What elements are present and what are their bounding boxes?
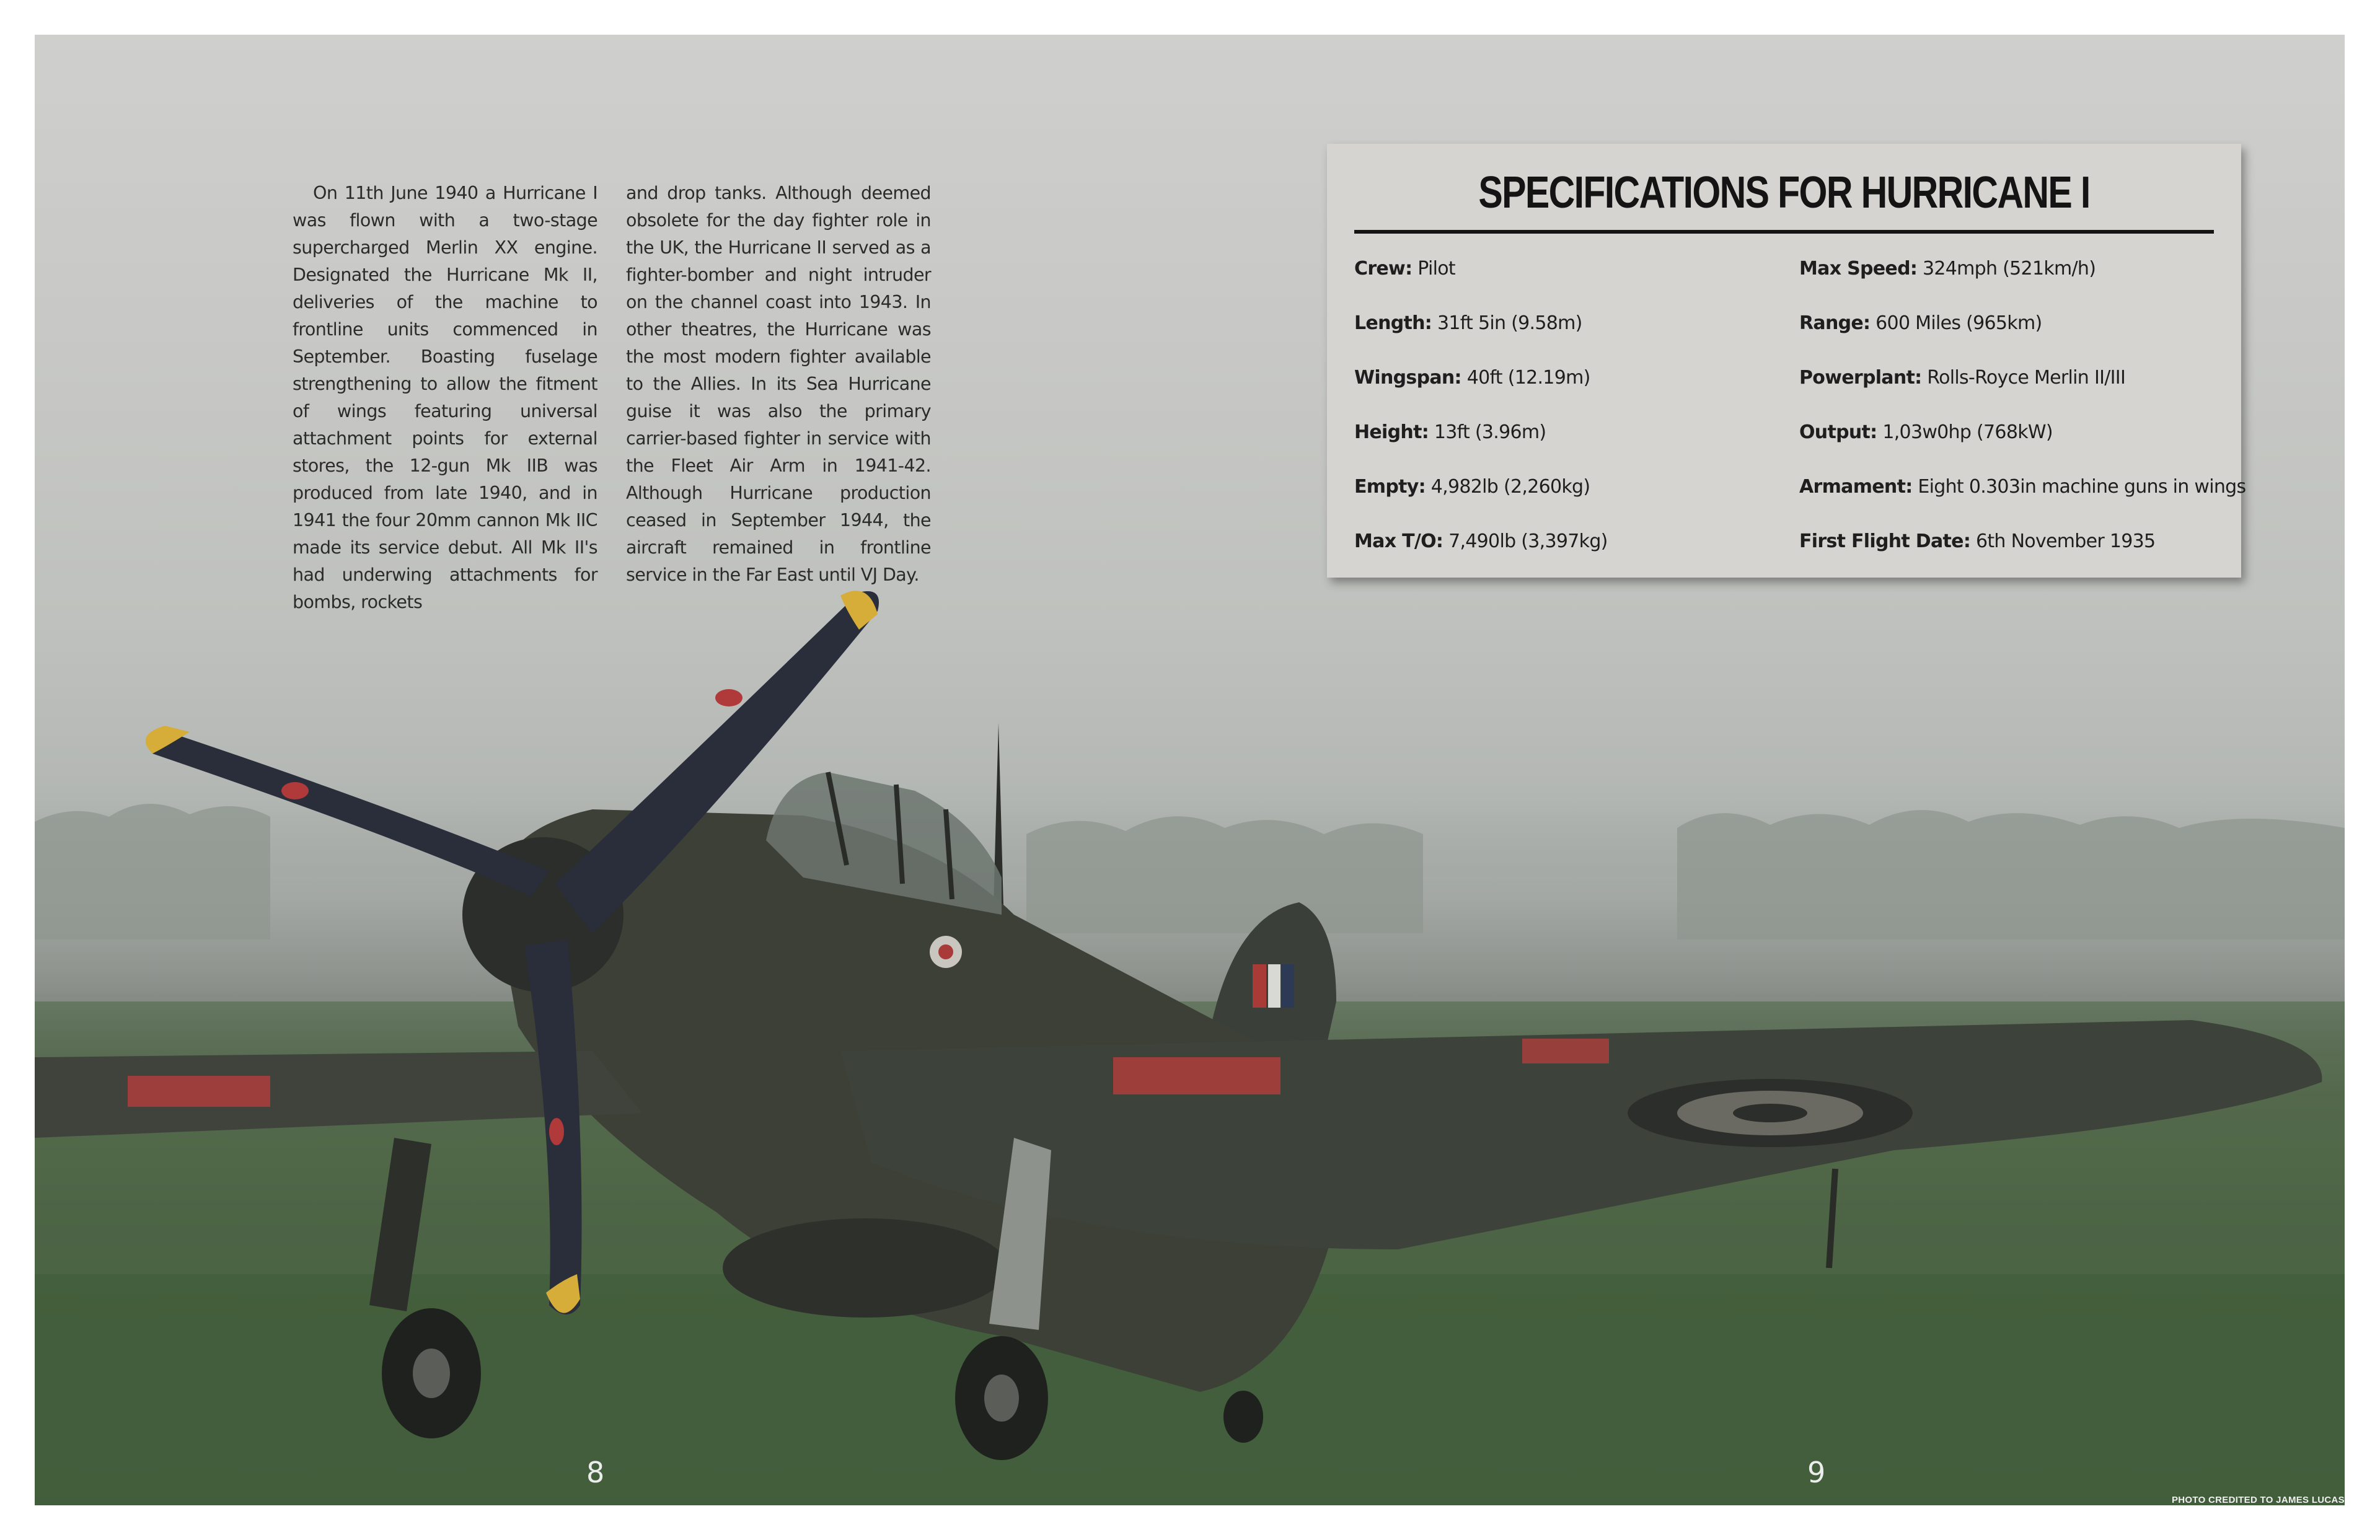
specifications-box [1327,144,2246,578]
spec-wingspan [1354,364,1776,419]
spec-label: Wingspan: [1354,367,1461,389]
spec-value: 13ft (3.96m) [1434,421,1546,443]
tail-wheel [1223,1391,1263,1443]
spec-value: 1,03w0hp (768kW) [1882,421,2053,443]
spec-empty-weight [1354,473,1776,528]
article-column-2: and drop tanks. Although deemed obsolete for the day fighter role in the UK, the Hurricane II served as a fighter-bomber and night intruder on the channel coast into 1943. In other theatres, the Hurricane was the most modern fighter available to the Allies. In its Sea Hurricane guise it was also the primary carrier-based fighter in service with the Fleet Air Arm in 1941-42. Although Hurricane production ceased in September 1944, the aircraft remained in frontline service in the Far East until VJ Day. [626,183,931,585]
wing-roundel-center [1733,1104,1807,1122]
spec-max-takeoff [1354,528,1776,583]
spec-height [1354,419,1776,473]
spec-value: 4,982lb (2,260kg) [1430,476,1590,498]
spec-label: Max T/O: [1354,530,1443,552]
page-number-right: 9 [1807,1456,1826,1489]
spec-value: 600 Miles (965km) [1875,312,2042,334]
left-wing-gunport-patch [128,1076,270,1107]
spec-range [1799,310,2227,364]
spec-label: Range: [1799,312,1871,334]
spec-powerplant [1799,364,2227,419]
spec-value: Eight 0.303in machine guns in wings [1918,476,2246,498]
spec-value: 6th November 1935 [1975,530,2156,552]
article-text [293,180,931,616]
photo-credit: PHOTO CREDITED TO JAMES LUCAS [2171,1495,2345,1505]
spec-output [1799,419,2227,473]
spec-value: Rolls-Royce Merlin II/III [1927,367,2126,389]
propeller-decal-left [281,782,309,799]
spec-max-speed [1799,255,2227,310]
radiator-scoop [723,1218,1008,1318]
spec-value: 324mph (521km/h) [1922,258,2096,279]
spec-armament [1799,473,2246,528]
propeller-decal-upper [715,689,743,706]
spec-label: Empty: [1354,476,1426,498]
spec-label: Length: [1354,312,1432,334]
propeller-decal-lower [549,1118,564,1145]
article-column-1: On 11th June 1940 a Hurricane I was flown with a two-stage supercharged Merlin XX engine. Designated the Hurricane Mk II, deliveries of the machine to frontline units commenced in September. Boasting fuselage strengthening to allow the fitment of wings featuring universal attachment points for external stores, the 12-gun Mk IIB was produced from late 1940, and in 1941 the four 20mm cannon Mk IIC made its service debut. All Mk II's had underwing attachments for bombs, rockets [293,183,597,612]
spec-first-flight [1799,528,2227,583]
spec-value: 40ft (12.19m) [1466,367,1590,389]
specifications-rule [1354,230,2214,234]
tail-flash-white [1268,964,1280,1008]
right-wheel-hub [984,1375,1019,1422]
page-number-left: 8 [586,1456,605,1489]
tail-flash-red [1253,964,1266,1008]
specifications-title: SPECIFICATIONS FOR HURRICANE I [1478,168,2090,218]
specifications-right-column [1799,255,2246,583]
right-wing-gunport-patch-2 [1522,1039,1609,1063]
left-wheel-hub [413,1349,450,1398]
specifications-left-column [1354,255,1776,583]
spec-value: Pilot [1417,258,1455,279]
tail-flash-blue [1282,964,1294,1008]
spec-value: 31ft 5in (9.58m) [1437,312,1582,334]
spec-label: Max Speed: [1799,258,1918,279]
spec-label: Height: [1354,421,1429,443]
spec-label: Crew: [1354,258,1413,279]
fuselage-roundel-center [938,944,953,959]
spec-label: Armament: [1799,476,1913,498]
spec-label: First Flight Date: [1799,530,1971,552]
spec-label: Output: [1799,421,1877,443]
spec-label: Powerplant: [1799,367,1922,389]
magazine-spread [35,35,2345,1505]
spec-value: 7,490lb (3,397kg) [1448,530,1608,552]
spec-crew [1354,255,1776,310]
spec-length [1354,310,1776,364]
right-wing-gunport-patch [1113,1057,1280,1094]
